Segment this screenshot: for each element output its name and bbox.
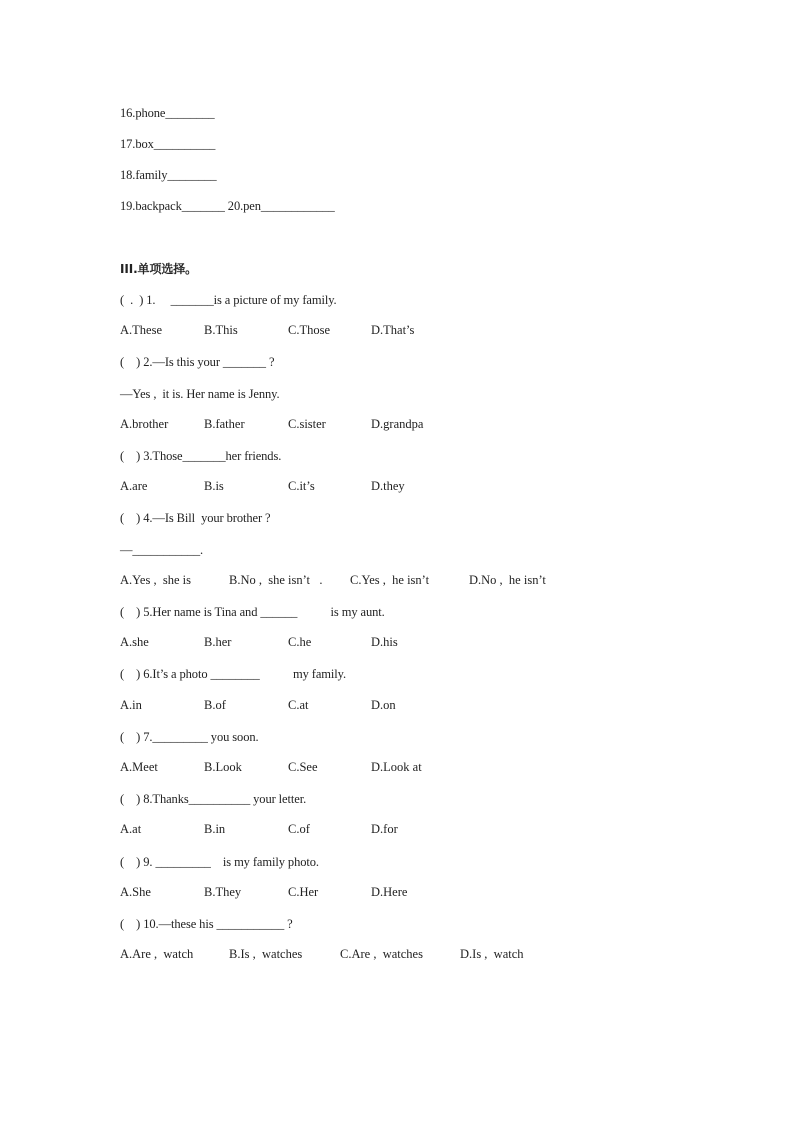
answer-option: A.Are , watch [120,947,194,962]
answer-option: B.in [204,822,226,837]
vocab-item-17: 17.box__________ [120,137,216,151]
answer-option: C.Her [288,884,319,899]
question-stem: ( ) 5.Her name is Tina and ______ is my aunt. [120,605,385,619]
question-stem: ( ) 6.It’s a photo ________ my family. [120,667,347,682]
vocab-item-19-20: 19.backpack_______ 20.pen____________ [120,199,335,213]
question-stem: ( ) 4.—Is Bill your brother ? [120,511,271,526]
answer-option: C.See [288,760,318,774]
answer-option: A.she [120,635,149,650]
answer-option: B.Look [204,760,242,774]
answer-option: A.brother [120,416,169,431]
answer-option: D.That’s [371,323,415,338]
answer-option: A.are [120,479,148,494]
answer-option: B.Is , watches [229,947,303,962]
answer-option: C.of [288,822,310,837]
answer-option: C.Yes , he isn’t [350,572,430,587]
answer-option: C.at [288,697,309,712]
answer-option: B.This [204,323,238,338]
answer-option: D.on [371,697,396,712]
vocab-item-18: 18.family________ [120,168,217,182]
answer-option: C.Are , watches [340,947,423,962]
question-stem: ( ) 8.Thanks__________ your letter. [120,792,307,807]
answer-option: D.No , he isn’t [469,572,546,587]
answer-option: B.No , she isn’t . [229,572,323,587]
answer-option: A.in [120,697,142,712]
answer-option: D.for [371,822,398,837]
answer-option: A.Yes , she is [120,572,191,587]
question-stem: ( ) 2.—Is this your _______ ? [120,355,275,370]
question-stem: ( ) 7._________ you soon. [120,729,259,744]
answer-option: C.he [288,635,312,650]
answer-option: A.at [120,822,142,837]
answer-option: D.Here [371,884,408,899]
answer-option: B.is [204,479,224,494]
question-stem: ( ) 3.Those_______her friends. [120,449,282,463]
question-dialogue-line: —___________. [120,542,204,557]
answer-option: A.These [120,323,162,338]
answer-option: A.Meet [120,760,158,774]
answer-option: D.Look at [371,760,422,774]
answer-option: B.of [204,697,226,712]
vocab-item-16: 16.phone________ [120,106,215,120]
answer-option: A.She [120,884,151,899]
answer-option: B.her [204,635,232,650]
question-dialogue-line: —Yes , it is. Her name is Jenny. [120,386,280,401]
answer-option: D.they [371,479,405,494]
answer-option: C.sister [288,416,326,431]
section-title: III.单项选择。 [120,262,198,276]
answer-option: D.his [371,635,398,650]
answer-option: D.Is , watch [460,947,524,962]
answer-option: C.it’s [288,479,315,494]
answer-option: B.father [204,416,245,431]
question-stem: ( ) 9. _________ is my family photo. [120,854,319,869]
question-stem: ( . ) 1. _______is a picture of my family. [120,293,337,307]
answer-option: D.grandpa [371,416,424,431]
question-stem: ( ) 10.—these his ___________ ? [120,917,293,931]
answer-option: C.Those [288,323,331,338]
answer-option: B.They [204,884,242,899]
